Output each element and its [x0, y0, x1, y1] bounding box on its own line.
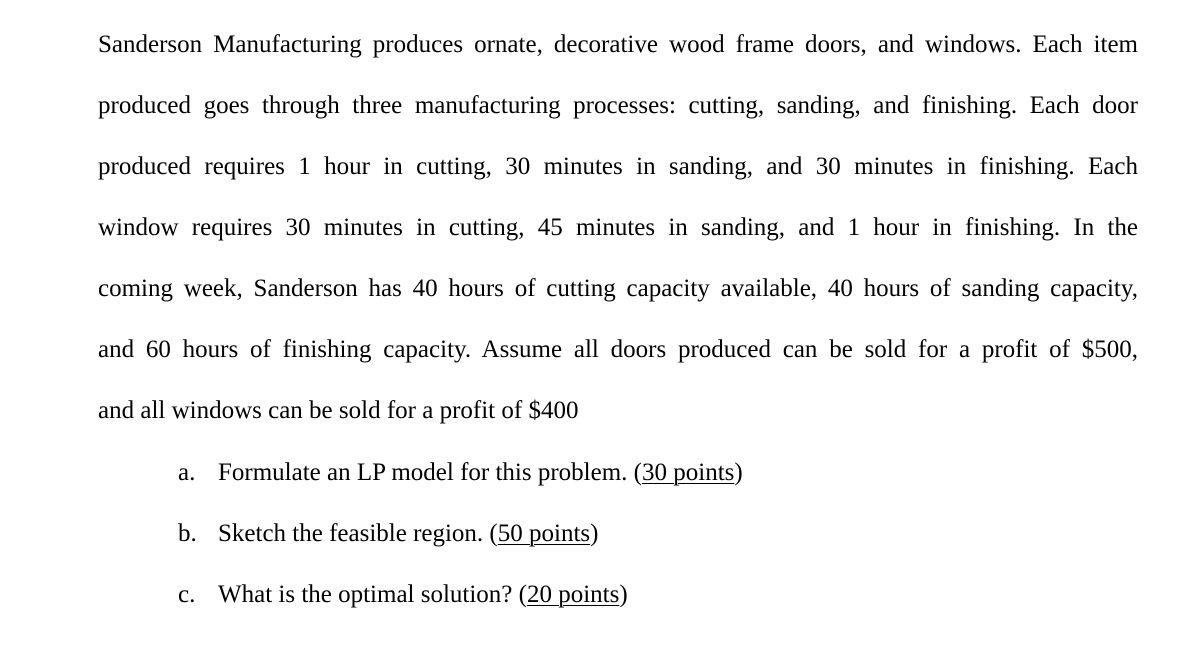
question-b-close: ) — [590, 520, 599, 547]
question-c-marker: c. — [178, 581, 196, 608]
question-c-text: What is the optimal solution? ( — [218, 581, 527, 608]
question-a — [178, 458, 743, 488]
problem-line-7: and all windows can be sold for a profit of $400 — [98, 397, 579, 424]
question-a-points: 30 points — [642, 459, 735, 486]
question-a-marker: a. — [178, 459, 196, 486]
question-c-points: 20 points — [526, 581, 620, 608]
question-b-marker: b. — [178, 520, 197, 547]
question-c — [178, 580, 628, 610]
question-a-text: Formulate an LP model for this problem. ( — [218, 459, 642, 486]
problem-line-4: window requires 30 minutes in cutting, 45 minutes in sanding, and 1 hour in finishing. In the — [98, 214, 1138, 241]
question-b — [178, 519, 598, 549]
problem-line-2: produced goes through three manufacturing processes: cutting, sanding, and finishing. Each door — [98, 92, 1138, 119]
problem-line-6: and 60 hours of finishing capacity. Assume all doors produced can be sold for a profit of $500, — [98, 336, 1138, 363]
problem-line-1: Sanderson Manufacturing produces ornate, decorative wood frame doors, and windows. Each item — [98, 31, 1138, 58]
question-b-text: Sketch the feasible region. ( — [218, 520, 498, 547]
problem-line-3: produced requires 1 hour in cutting, 30 minutes in sanding, and 30 minutes in finishing. Each — [98, 153, 1138, 180]
problem-line-5: coming week, Sanderson has 40 hours of cutting capacity available, 40 hours of sanding capacity, — [98, 275, 1138, 302]
question-b-points: 50 points — [497, 520, 591, 547]
question-c-close: ) — [619, 581, 628, 608]
question-a-close: ) — [734, 459, 743, 486]
